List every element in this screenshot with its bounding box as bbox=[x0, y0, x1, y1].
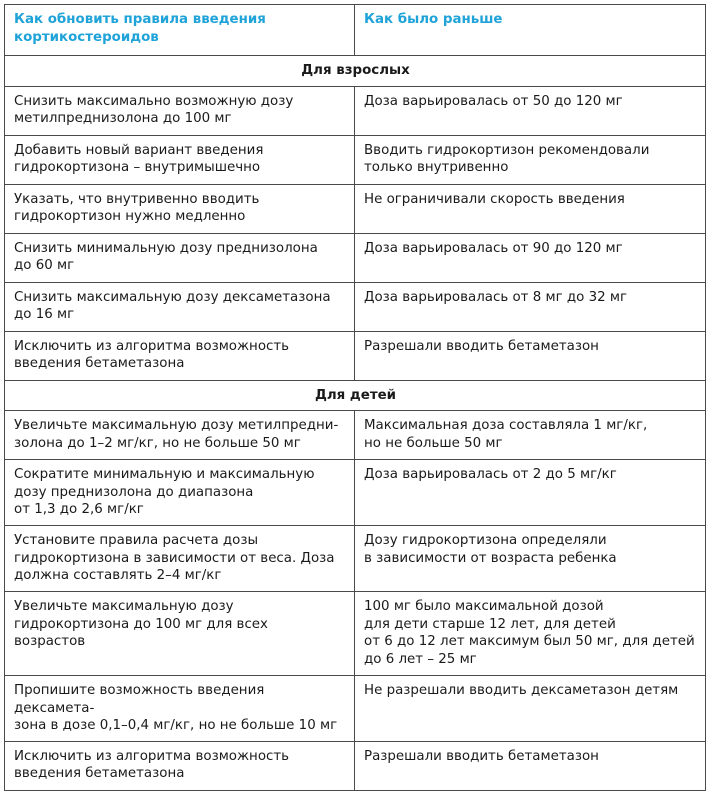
table-row bbox=[5, 233, 706, 282]
before-cell: Доза варьировалась от 90 до 120 мг bbox=[355, 233, 706, 282]
change-cell: Пропишите возможность введения дексамета- зона в дозе 0,1–0,4 мг/кг, но не больше 10 мг bbox=[5, 676, 355, 742]
before-cell: Доза варьировалась от 50 до 120 мг bbox=[355, 86, 706, 135]
change-cell: Снизить минимальную дозу преднизолона до 60 мг bbox=[5, 233, 355, 282]
before-cell: Дозу гидрокортизона определяли в зависимости от возраста ребенка bbox=[355, 526, 706, 592]
table-row bbox=[5, 741, 706, 790]
section-title: Для взрослых bbox=[5, 56, 706, 87]
before-cell: Не ограничивали скорость введения bbox=[355, 184, 706, 233]
table-row bbox=[5, 86, 706, 135]
change-cell: Установите правила расчета дозы гидрокортизона в зависимости от веса. Доза должна составлять 2–4 мг/кг bbox=[5, 526, 355, 592]
change-cell: Снизить максимально возможную дозу метилпреднизолона до 100 мг bbox=[5, 86, 355, 135]
change-cell: Исключить из алгоритма возможность введения бетаметазона bbox=[5, 741, 355, 790]
change-cell: Увеличьте максимальную дозу гидрокортизона до 100 мг для всех возрастов bbox=[5, 592, 355, 676]
before-cell: Доза варьировалась от 8 мг до 32 мг bbox=[355, 282, 706, 331]
header-col-before: Как было раньше bbox=[355, 5, 706, 56]
change-cell: Снизить максимальную дозу дексаметазона до 16 мг bbox=[5, 282, 355, 331]
change-cell: Сократите минимальную и максимальную дозу преднизолона до диапазона от 1,3 до 2,6 мг/кг bbox=[5, 460, 355, 526]
section-row-adults bbox=[5, 56, 706, 87]
table-row bbox=[5, 184, 706, 233]
change-cell: Добавить новый вариант введения гидрокортизона – внутримышечно bbox=[5, 135, 355, 184]
table-row bbox=[5, 526, 706, 592]
table-row bbox=[5, 282, 706, 331]
table-row bbox=[5, 592, 706, 676]
before-cell: Доза варьировалась от 2 до 5 мг/кг bbox=[355, 460, 706, 526]
table-row bbox=[5, 135, 706, 184]
table-row bbox=[5, 411, 706, 460]
table-row bbox=[5, 676, 706, 742]
section-row-children bbox=[5, 380, 706, 411]
change-cell: Исключить из алгоритма возможность введения бетаметазона bbox=[5, 331, 355, 380]
before-cell: 100 мг было максимальной дозой для дети старше 12 лет, для детей от 6 до 12 лет максимум был 50 мг, для детей до 6 лет – 25 мг bbox=[355, 592, 706, 676]
before-cell: Разрешали вводить бетаметазон bbox=[355, 741, 706, 790]
section-title: Для детей bbox=[5, 380, 706, 411]
before-cell: Разрешали вводить бетаметазон bbox=[355, 331, 706, 380]
change-cell: Указать, что внутривенно вводить гидрокортизон нужно медленно bbox=[5, 184, 355, 233]
before-cell: Не разрешали вводить дексаметазон детям bbox=[355, 676, 706, 742]
before-cell: Вводить гидрокортизон рекомендовали только внутривенно bbox=[355, 135, 706, 184]
change-cell: Увеличьте максимальную дозу метилпредни- золона до 1–2 мг/кг, но не больше 50 мг bbox=[5, 411, 355, 460]
header-col-new-rules: Как обновить правила введения кортикостероидов bbox=[5, 5, 355, 56]
header-row bbox=[5, 5, 706, 56]
corticosteroid-rules-table bbox=[4, 4, 706, 791]
table-row bbox=[5, 331, 706, 380]
before-cell: Максимальная доза составляла 1 мг/кг, но не больше 50 мг bbox=[355, 411, 706, 460]
table-row bbox=[5, 460, 706, 526]
